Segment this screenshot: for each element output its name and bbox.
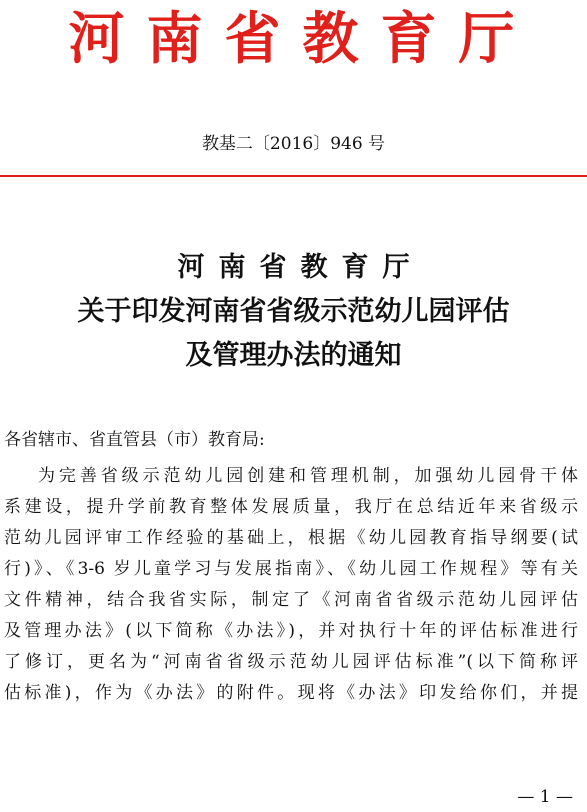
- page-number: — 1 —: [517, 787, 573, 807]
- body-line: 范幼儿园评审工作经验的基础上，根据《幼儿园教育指导纲要(试: [4, 528, 578, 548]
- body-line: 系建设，提升学前教育整体发展质量，我厅在总结近年来省级示: [4, 497, 578, 517]
- title-line-3: 及管理办法的通知: [185, 340, 402, 371]
- body-line: 及管理办法》(以下简称《办法》)，并对执行十年的评估标准进行: [4, 621, 578, 641]
- document-number: 教基二〔2016〕946 号: [201, 134, 386, 154]
- body-line: 行)》、《3-6 岁儿童学习与发展指南》、《幼儿园工作规程》等有关: [4, 559, 578, 579]
- body-line: 估标准)，作为《办法》的附件。现将《办法》印发给你们，并提: [4, 683, 578, 703]
- body-paragraph: [4, 461, 578, 709]
- body-line: 了修订，更名为“河南省省级示范幼儿园评估标准”(以下简称评: [4, 652, 578, 672]
- body-line: 文件精神，结合我省实际，制定了《河南省省级示范幼儿园评估: [4, 590, 578, 610]
- document-title: [0, 246, 587, 378]
- agency-masthead: 河南省教育厅: [68, 6, 537, 72]
- salutation: 各省辖市、省直管县（市）教育局:: [4, 430, 265, 450]
- body-line: 为完善省级示范幼儿园创建和管理机制，加强幼儿园骨干体: [38, 466, 578, 486]
- title-line-2: 关于印发河南省省级示范幼儿园评估: [77, 296, 510, 327]
- red-divider-line: [0, 175, 587, 177]
- title-line-1: 河南省教育厅: [177, 252, 424, 283]
